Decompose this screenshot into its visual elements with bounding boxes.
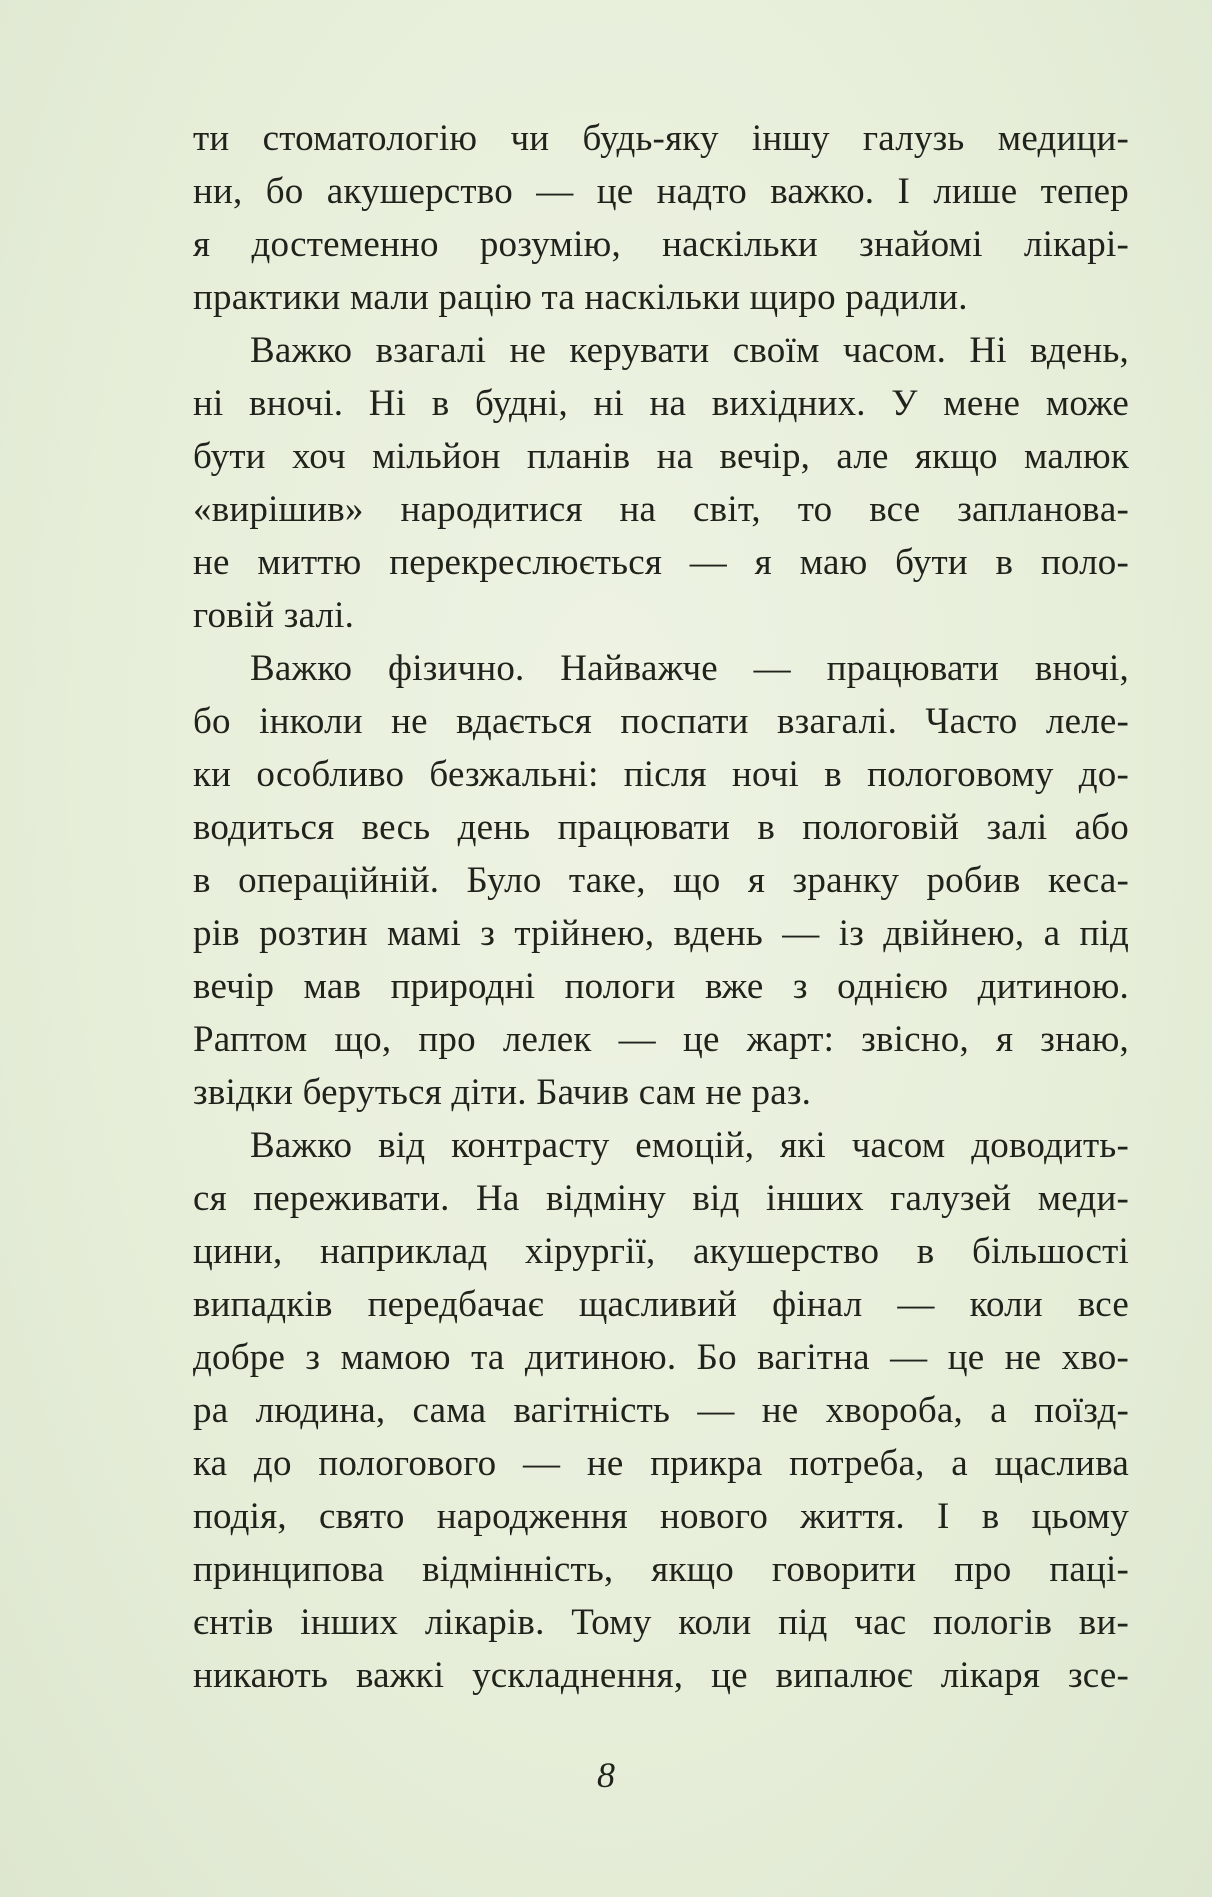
text-line: єнтів інших лікарів. Тому коли під час пологів ви-: [193, 1602, 1129, 1643]
text-line: ка до пологового — не прикра потреба, а щаслива: [193, 1443, 1129, 1484]
text-line: принципова відмінність, якщо говорити про паці-: [193, 1549, 1129, 1590]
text-line: Важко від контрасту емоцій, які часом доводить-: [250, 1125, 1129, 1166]
text-line: рів розтин мамі з трійнею, вдень — із двійнею, а під: [193, 913, 1129, 954]
text-line: ся переживати. На відміну від інших галузей меди-: [193, 1178, 1129, 1219]
text-line: Важко взагалі не керувати своїм часом. Ні вдень,: [250, 330, 1129, 371]
page-body: [193, 112, 1129, 1702]
text-line: випадків передбачає щасливий фінал — коли все: [193, 1284, 1129, 1325]
text-line: водиться весь день працювати в пологовій залі або: [193, 807, 1129, 848]
text-line: говій залі.: [193, 595, 355, 636]
text-line: цини, наприклад хірургії, акушерство в більшості: [193, 1231, 1129, 1272]
text-line: добре з мамою та дитиною. Бо вагітна — це не хво-: [193, 1337, 1129, 1378]
text-line: практики мали рацію та наскільки щиро радили.: [193, 277, 968, 318]
text-line: я достеменно розумію, наскільки знайомі лікарі-: [193, 224, 1129, 265]
text-line: не миттю перекреслюється — я маю бути в поло-: [193, 542, 1129, 583]
text-line: ні вночі. Ні в будні, ні на вихідних. У мене може: [193, 383, 1129, 424]
text-line: Раптом що, про лелек — це жарт: звісно, я знаю,: [193, 1019, 1129, 1060]
text-line: ра людина, сама вагітність — не хвороба, а поїзд-: [193, 1390, 1129, 1431]
text-line: «вирішив» народитися на світ, то все заплановa-: [193, 489, 1129, 530]
text-line: ни, бо акушерство — це надто важко. І лише тепер: [193, 171, 1129, 212]
text-line: в операційній. Було таке, що я зранку робив кеса-: [193, 860, 1129, 901]
text-line: бо інколи не вдається поспати взагалі. Часто леле-: [193, 701, 1129, 742]
text-line: никають важкі ускладнення, це випалює лікаря зсе-: [193, 1655, 1129, 1696]
text-line: звідки беруться діти. Бачив сам не раз.: [193, 1072, 812, 1113]
text-line: Важко фізично. Найважче — працювати вночі,: [250, 648, 1129, 689]
text-line: подія, свято народження нового життя. І в цьому: [193, 1496, 1129, 1537]
text-line: вечір мав природні пологи вже з однією дитиною.: [193, 966, 1129, 1007]
text-line: ти стоматологію чи будь-яку іншу галузь медици-: [193, 118, 1129, 159]
page-number: 8: [597, 1755, 615, 1795]
text-line: ки особливо безжальні: після ночі в пологовому до-: [193, 754, 1129, 795]
text-line: бути хоч мільйон планів на вечір, але якщо малюк: [193, 436, 1129, 477]
